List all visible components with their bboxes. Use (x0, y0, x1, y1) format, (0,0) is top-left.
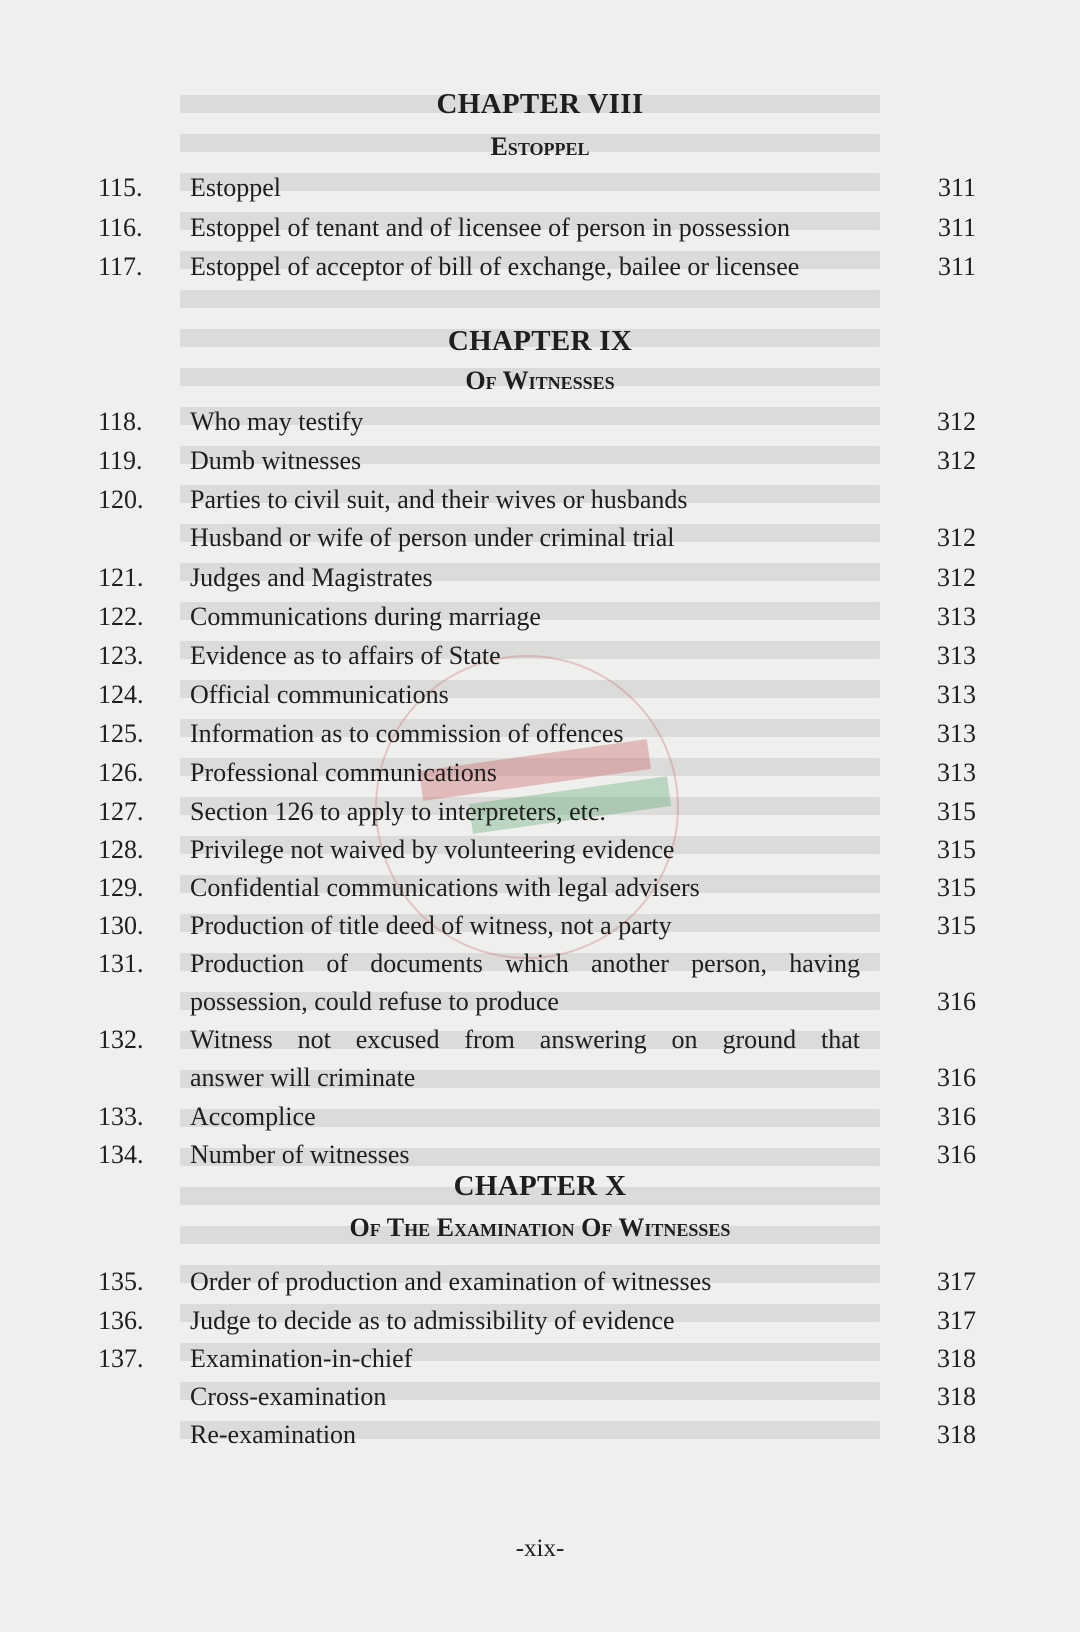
toc-entry (0, 868, 1080, 907)
section-number: 116. (98, 213, 143, 242)
toc-entry (0, 906, 1080, 945)
section-number: 126. (98, 758, 144, 787)
page-number: 318 (937, 1344, 976, 1373)
section-number: 127. (98, 797, 144, 826)
chapter-title: Of The Examination Of Witnesses (349, 1213, 731, 1242)
chapter-heading: CHAPTER X (453, 1170, 627, 1202)
section-number: 128. (98, 835, 144, 864)
page-number: 318 (937, 1382, 976, 1411)
section-number: 134. (98, 1140, 144, 1169)
chapter-title: Of Witnesses (465, 366, 615, 395)
section-title-line: Information as to commission of offences (190, 719, 624, 748)
section-title-line: possession, could refuse to produce (190, 987, 559, 1016)
toc-entry (0, 402, 1080, 441)
toc-entry (0, 168, 1080, 207)
section-number: 122. (98, 602, 144, 631)
section-number: 117. (98, 252, 143, 281)
page-number: 312 (937, 446, 976, 475)
toc-entry (0, 208, 1080, 247)
page-number: 313 (937, 719, 976, 748)
section-title-line: Who may testify (190, 407, 364, 436)
section-title-line: Cross-examination (190, 1382, 387, 1411)
toc-entry (0, 247, 1080, 286)
page-number: 318 (937, 1420, 976, 1449)
section-title-line: Estoppel (190, 173, 281, 202)
toc-entry (0, 1020, 1080, 1098)
page-number: 316 (937, 1102, 976, 1131)
section-number: 137. (98, 1344, 144, 1373)
page-number: 316 (937, 987, 976, 1016)
page-number: 315 (937, 797, 976, 826)
toc-entry (0, 558, 1080, 597)
section-title-line: Section 126 to apply to interpreters, etc. (190, 797, 606, 826)
section-number: 120. (98, 485, 144, 514)
section-title-line: Communications during marriage (190, 602, 541, 631)
toc-entry (0, 480, 1080, 558)
section-number: 123. (98, 641, 144, 670)
section-number: 124. (98, 680, 144, 709)
section-number: 130. (98, 911, 144, 940)
page-number: 315 (937, 873, 976, 902)
section-title-line: Judge to decide as to admissibility of evidence (190, 1306, 675, 1335)
section-title-line: Official communications (190, 680, 449, 709)
toc-entry (0, 1377, 1080, 1416)
section-number: 131. (98, 949, 144, 978)
section-title-line: Parties to civil suit, and their wives or husbands (190, 485, 688, 514)
page-number: 312 (937, 523, 976, 552)
section-number: 129. (98, 873, 144, 902)
page-number: 317 (937, 1306, 976, 1335)
section-number: 125. (98, 719, 144, 748)
toc-entry (0, 792, 1080, 831)
section-number: 118. (98, 407, 143, 436)
page-number: 313 (937, 758, 976, 787)
section-title-line: Examination-in-chief (190, 1344, 413, 1373)
section-title-line: Order of production and examination of witnesses (190, 1267, 712, 1296)
page-number: 311 (937, 252, 976, 281)
section-title-line: Privilege not waived by volunteering evidence (190, 835, 675, 864)
page-number: 313 (937, 680, 976, 709)
toc-entry (0, 1415, 1080, 1454)
section-title-line: Number of witnesses (190, 1140, 410, 1169)
section-number: 135. (98, 1267, 144, 1296)
toc-entry (0, 944, 1080, 1022)
section-number: 132. (98, 1025, 144, 1054)
section-title-line: Confidential communications with legal advisers (190, 873, 700, 902)
section-title-line: Witness not excused from answering on ground that (190, 1025, 860, 1054)
page-number: 317 (937, 1267, 976, 1296)
page-number: 312 (937, 407, 976, 436)
section-title-line: Dumb witnesses (190, 446, 362, 475)
toc-entry (0, 1097, 1080, 1136)
section-title-line: Estoppel of tenant and of licensee of person in possession (190, 213, 791, 242)
section-title-line: Judges and Magistrates (190, 563, 433, 592)
page-folio: -xix- (515, 1535, 565, 1562)
toc-entry (0, 675, 1080, 714)
section-title-line: Evidence as to affairs of State (190, 641, 501, 670)
section-title-line: Estoppel of acceptor of bill of exchange, bailee or licensee (190, 252, 800, 281)
section-number: 136. (98, 1306, 144, 1335)
page-number: 316 (937, 1063, 976, 1092)
toc-entry (0, 1339, 1080, 1378)
section-number: 133. (98, 1102, 144, 1131)
page-number: 316 (937, 1140, 976, 1169)
section-number: 115. (98, 173, 143, 202)
toc-entry (0, 1135, 1080, 1174)
page-number: 311 (937, 213, 976, 242)
chapter-heading: CHAPTER IX (447, 325, 633, 357)
chapter-heading: CHAPTER VIII (436, 88, 644, 120)
toc-entry (0, 830, 1080, 869)
toc-entry (0, 441, 1080, 480)
section-number: 119. (98, 446, 143, 475)
bleed-line (180, 290, 880, 308)
section-title-line: Husband or wife of person under criminal trial (190, 523, 675, 552)
toc-entry (0, 636, 1080, 675)
section-title-line: answer will criminate (190, 1063, 416, 1092)
section-title-line: Accomplice (190, 1102, 316, 1131)
section-number: 121. (98, 563, 144, 592)
section-title-line: Production of documents which another person, having (190, 949, 860, 978)
toc-entry (0, 597, 1080, 636)
page-number: 313 (937, 641, 976, 670)
toc-entry (0, 1262, 1080, 1301)
page-number: 315 (937, 911, 976, 940)
page-number: 315 (937, 835, 976, 864)
section-title-line: Re-examination (190, 1420, 357, 1449)
page-number: 312 (937, 563, 976, 592)
section-title-line: Professional communications (190, 758, 497, 787)
toc-entry (0, 714, 1080, 753)
page-number: 313 (937, 602, 976, 631)
toc-entry (0, 753, 1080, 792)
section-title-line: Production of title deed of witness, not a party (190, 911, 672, 940)
chapter-title: Estoppel (490, 132, 590, 161)
page-number: 311 (937, 173, 976, 202)
toc-entry (0, 1301, 1080, 1340)
